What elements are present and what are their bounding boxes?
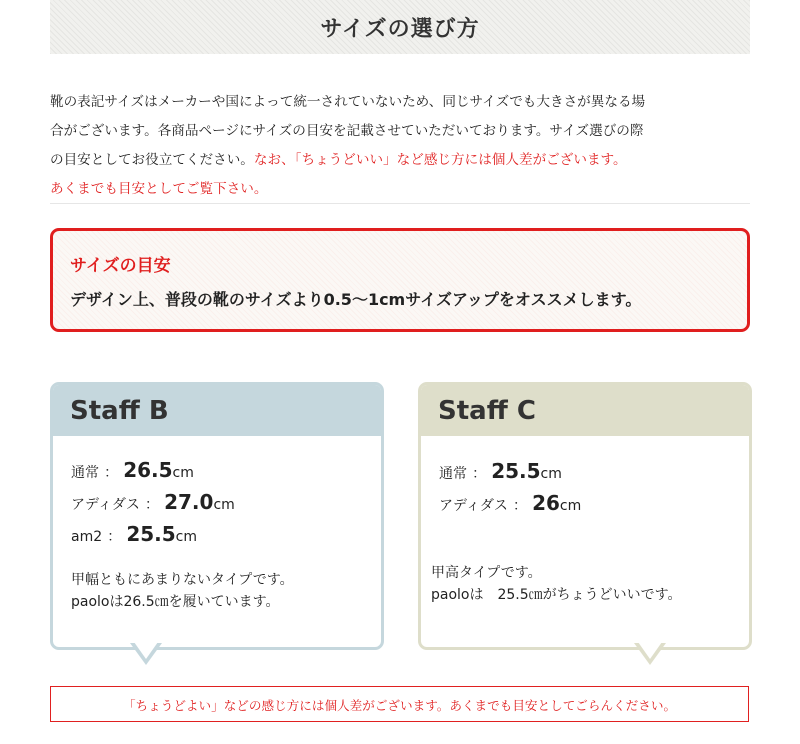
size-row: [71, 522, 197, 546]
size-separator: ：: [104, 465, 119, 481]
intro-line-red: あくまでも目安としてご覧下さい。: [50, 181, 268, 197]
speech-tail-fill: [638, 642, 662, 659]
size-value: 26: [532, 491, 560, 515]
size-separator: ：: [144, 497, 159, 513]
size-unit: cm: [559, 498, 582, 514]
size-label: 通常: [439, 466, 467, 482]
size-label: アディダス: [439, 498, 508, 514]
intro-line: [50, 146, 755, 175]
intro-line: 合がございます。各商品ページにサイズの目安を記載させていただいております。サイズ選びの際: [50, 123, 644, 139]
section-title-bar: [50, 0, 750, 54]
intro-text-red: なお、「ちょうどいい」など感じ方には個人差がございます。: [253, 152, 627, 168]
page-title: サイズの選び方: [320, 16, 480, 42]
note-line: paoloは26.5㎝を履いています。: [71, 594, 280, 610]
size-unit: cm: [213, 497, 235, 513]
disclaimer-text: 「ちょうどよい」などの感じ方には個人差がございます。あくまでも目安としてごらんください。: [122, 697, 677, 713]
size-value: 27.0: [164, 490, 214, 514]
size-guide-box: [50, 228, 750, 332]
size-value: 25.5: [491, 459, 541, 483]
size-label: 通常: [71, 465, 99, 481]
staff-c-card: [418, 382, 752, 650]
size-row: [439, 491, 581, 515]
divider: [50, 203, 750, 204]
staff-b-card: [50, 382, 384, 650]
size-value: 25.5: [126, 522, 176, 546]
staff-b-name: Staff B: [53, 385, 381, 436]
size-row: [71, 490, 235, 514]
size-separator: ：: [107, 529, 122, 545]
size-unit: cm: [175, 529, 198, 545]
note-line: paoloは 25.5㎝がちょうどいいです。: [431, 587, 682, 603]
size-unit: cm: [540, 466, 562, 482]
staff-b-note: [71, 569, 294, 613]
intro-text: [50, 88, 755, 204]
note-line: 甲高タイプです。: [431, 565, 542, 581]
intro-line: 靴の表記サイズはメーカーや国によって統一されていないため、同じサイズでも大きさが異なる場: [50, 94, 646, 110]
size-row: [439, 459, 562, 483]
size-unit: cm: [172, 465, 194, 481]
disclaimer-note: [50, 686, 749, 722]
size-separator: ：: [512, 498, 527, 514]
size-row: [71, 458, 194, 482]
staff-c-note: [431, 562, 682, 606]
size-label: アディダス: [71, 497, 140, 513]
size-value: 26.5: [123, 458, 173, 482]
intro-text-plain: の目安としてお役立てください。: [50, 152, 254, 168]
size-label: am2: [71, 529, 103, 545]
size-guide-title: サイズの目安: [70, 256, 171, 276]
size-separator: ：: [472, 466, 487, 482]
size-guide-text: デザイン上、普段の靴のサイズより0.5〜1cmサイズアップをオススメします。: [70, 290, 642, 309]
note-line: 甲幅ともにあまりないタイプです。: [71, 572, 294, 588]
speech-tail-fill: [134, 642, 158, 659]
staff-c-name: Staff C: [421, 385, 749, 436]
